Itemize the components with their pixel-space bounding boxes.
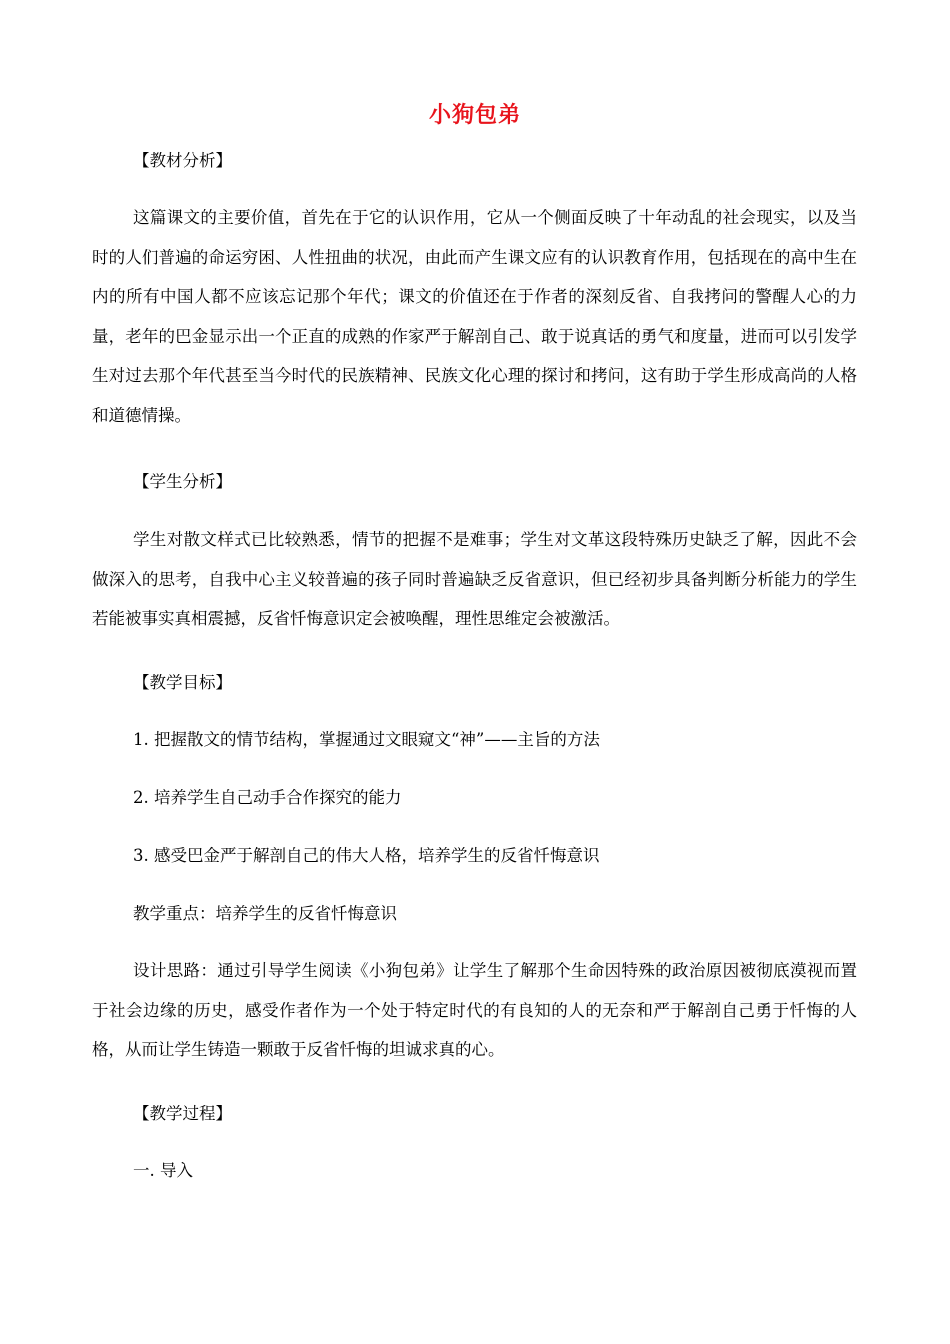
section-heading-student: 【学生分析】	[133, 472, 232, 491]
paragraph-material-analysis: 这篇课文的主要价值，首先在于它的认识作用，它从一个侧面反映了十年动乱的社会现实，以及当时的人们普遍的命运穷困、人性扭曲的状况，由此而产生课文应有的认识教育作用，包括现在的高中生在内的所有中国人都不应该忘记那个年代；课文的价值还在于作者的深刻反省、自我拷问的警醒人心的力量，老年的巴金显示出一个正直的成熟的作家严于解剖自己、敢于说真话的勇气和度量，进而可以引发学生对过去那个年代甚至当今时代的民族精神、民族文化心理的探讨和拷问，这有助于学生形成高尚的人格和道德情操。	[92, 208, 857, 425]
process-step-1: 一. 导入	[133, 1161, 193, 1180]
section-heading-process: 【教学过程】	[133, 1104, 232, 1123]
document-title: 小狗包弟	[428, 102, 521, 128]
goal-item-3: 3. 感受巴金严于解剖自己的伟大人格，培养学生的反省忏悔意识	[133, 846, 600, 865]
teaching-focus: 教学重点：培养学生的反省忏悔意识	[133, 904, 397, 923]
paragraph-student-analysis: 学生对散文样式已比较熟悉，情节的把握不是难事；学生对文革这段特殊历史缺乏了解，因此不会做深入的思考，自我中心主义较普遍的孩子同时普遍缺乏反省意识，但已经初步具备判断分析能力的学生若能被事实真相震撼，反省忏悔意识定会被唤醒，理性思维定会被激活。	[92, 530, 857, 628]
goal-item-2: 2. 培养学生自己动手合作探究的能力	[133, 788, 402, 807]
section-heading-material: 【教材分析】	[133, 151, 232, 170]
goal-item-1: 1. 把握散文的情节结构，掌握通过文眼窥文“神”——主旨的方法	[133, 730, 600, 749]
section-heading-goals: 【教学目标】	[133, 673, 232, 692]
paragraph-design-idea: 设计思路：通过引导学生阅读《小狗包弟》让学生了解那个生命因特殊的政治原因被彻底漠视而置于社会边缘的历史，感受作者作为一个处于特定时代的有良知的人的无奈和严于解剖自己勇于忏悔的人格，从而让学生铸造一颗敢于反省忏悔的坦诚求真的心。	[92, 961, 857, 1059]
